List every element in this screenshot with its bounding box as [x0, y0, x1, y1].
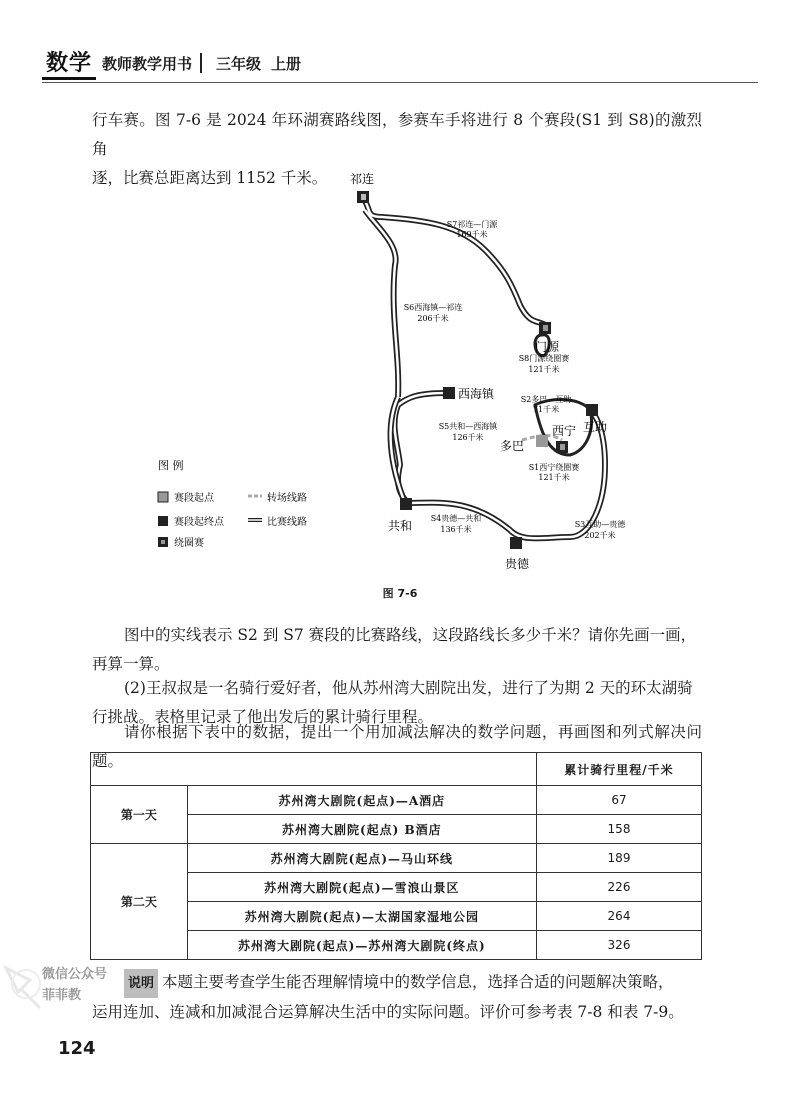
km-cell: 158: [537, 815, 702, 844]
stage-s3-name: S3互助—贵德: [574, 520, 626, 529]
marker-xihaizhen: [443, 387, 455, 399]
route-cell: 苏州湾大剧院(起点)—A酒店: [187, 786, 536, 815]
stage-s5-km: 126千米: [452, 433, 484, 442]
watermark-line-1: 微信公众号: [42, 967, 108, 982]
note-text-1: 本题主要考查学生能否理解情境中的数学信息，选择合适的问题解决策略，: [162, 973, 674, 991]
stage-s7-km: 169千米: [456, 230, 488, 239]
stage-s6-name: S6西海镇—祁连: [403, 303, 463, 312]
table-row: [91, 844, 702, 873]
volume-label: 上册: [271, 54, 302, 73]
running-header: [42, 48, 301, 78]
km-cell: 326: [537, 931, 702, 960]
place-huzhu: 互助: [583, 420, 608, 434]
stage-s5-name: S5共和—西海镇: [438, 422, 498, 431]
table-header-row: [91, 753, 702, 786]
race-route-line: [363, 198, 608, 538]
legend-start-icon: [158, 492, 168, 502]
route-cell: 苏州湾大剧院(起点)—太湖国家湿地公园: [187, 902, 536, 931]
km-cell: 189: [537, 844, 702, 873]
riding-distance-table: [90, 752, 702, 960]
marker-guide: [510, 537, 522, 549]
stage-s1-km: 121千米: [538, 473, 570, 482]
legend-transfer-label: 转场线路: [267, 493, 307, 504]
task-line-1: (2)王叔叔是一名骑行爱好者，他从苏州湾大剧院出发，进行了为期 2 天的环太湖骑: [124, 679, 693, 697]
stage-s3-km: 202千米: [584, 531, 616, 540]
stage-s8-km: 121千米: [528, 365, 560, 374]
note-line-2: 运用连加、连减和加减混合运算解决生活中的实际问题。评价可参考表 7-8 和表 7-9。: [92, 1003, 684, 1021]
table-row: [91, 786, 702, 815]
stage-s6-km: 206千米: [417, 314, 449, 323]
marker-duoba: [536, 435, 548, 447]
question-paragraph: [92, 621, 702, 679]
note-paragraph: [92, 968, 702, 1027]
header-divider: [200, 53, 202, 73]
legend-start-end-icon: [158, 516, 168, 526]
question-line-2: 再算一算。: [92, 655, 170, 673]
legend-start-label: 赛段起点: [174, 493, 214, 504]
route-cell: 苏州湾大剧院(起点) B酒店: [187, 815, 536, 844]
figure-caption: 图 7-6: [382, 587, 418, 600]
stage-s2-name: S2多巴—互助: [520, 395, 572, 404]
legend-title: 图 例: [158, 459, 184, 472]
km-cell: 226: [537, 873, 702, 902]
place-qilian: 祁连: [350, 172, 375, 186]
marker-huzhu: [586, 404, 598, 416]
map-legend: [158, 458, 307, 549]
place-xihaizhen: 西海镇: [458, 387, 495, 401]
day1-label: 第一天: [91, 786, 188, 844]
route-map-figure: [150, 165, 650, 585]
legend-loop-label: 绕圈赛: [174, 538, 204, 549]
place-gonghe: 共和: [388, 519, 413, 533]
stage-s7-name: S7祁连—门源: [446, 220, 498, 229]
day2-label: 第二天: [91, 844, 188, 960]
page-number: 124: [58, 1038, 96, 1059]
legend-start-end-label: 赛段起终点: [174, 517, 224, 528]
place-xining: 西宁: [552, 424, 577, 438]
intro-line-1: 行车赛。图 7-6 是 2024 年环湖赛路线图，参赛车手将进行 8 个赛段(S1 到 S8)的激烈角: [92, 111, 702, 158]
stage-s2-km: 71千米: [532, 405, 560, 414]
grade-label: 三年级: [216, 54, 262, 73]
stage-s1-name: S1西宁绕圈赛: [528, 463, 580, 472]
task-line-2: 行挑战。表格里记录了他出发后的累计骑行里程。: [92, 708, 434, 726]
place-guide: 贵德: [505, 557, 530, 571]
place-menyuan: 门源: [535, 340, 560, 354]
route-cell: 苏州湾大剧院(起点)—苏州湾大剧院(终点): [187, 931, 536, 960]
book-logo: 数学: [42, 46, 96, 80]
intro-line-2: 逐，比赛总距离达到 1152 千米。: [92, 169, 328, 187]
instruction-paragraph: 请你根据下表中的数据，提出一个用加减法解决的数学问题，再画图和列式解决问题。: [92, 723, 702, 770]
legend-race-label: 比赛线路: [267, 517, 307, 528]
header-rule: [42, 82, 758, 83]
note-label: 说明: [124, 969, 158, 998]
book-title: 教师教学用书: [102, 54, 193, 73]
question-line-1: 图中的实线表示 S2 到 S7 赛段的比赛路线，这段路线长多少千米？请你先画一画，: [124, 626, 697, 644]
marker-gonghe: [400, 498, 412, 510]
watermark-line-2: 菲菲教: [42, 988, 82, 1003]
stage-s4-km: 136千米: [440, 525, 472, 534]
route-cell: 苏州湾大剧院(起点)—雪浪山景区: [187, 873, 536, 902]
stage-s8-name: S8门源绕圈赛: [518, 354, 570, 363]
km-cell: 264: [537, 902, 702, 931]
note-line-1: [92, 968, 702, 998]
km-cell: 67: [537, 786, 702, 815]
route-cell: 苏州湾大剧院(起点)—马山环线: [187, 844, 536, 873]
table-header-km: 累计骑行里程/千米: [537, 753, 702, 786]
table-header-blank: [91, 753, 537, 786]
place-duoba: 多巴: [500, 439, 525, 453]
stage-s4-name: S4贵德—共和: [430, 514, 482, 523]
